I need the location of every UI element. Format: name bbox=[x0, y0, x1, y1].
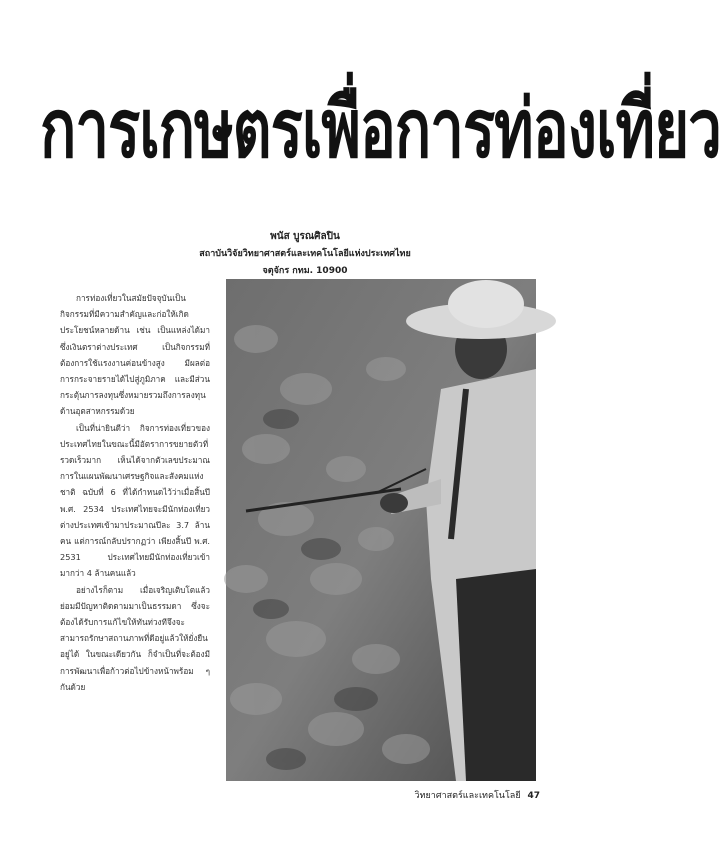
body-paragraph-3: อย่างไรก็ตาม เมื่อเจริญเติบโตแล้ว ย่อมมีปัญหาติดตามมาเป็นธรรมดา ซึ่งจะต้องได้รับการแก้ไขให้ทันท่วงทีจึงจะสามารถรักษาสถานภาพที่ดีอยู่แล้วให้ยั่งยืนอยู่ได้ ในขณะเดียวกัน ก็จำเป็นที่จะต้องมีการพัฒนาเพื่อก้าวต่อไปข้างหน้าพร้อม ๆ กันด้วย bbox=[60, 584, 210, 692]
author-name: พนัส บูรณศิลปิน bbox=[270, 231, 340, 242]
journal-name: วิทยาศาสตร์และเทคโนโลยี bbox=[414, 791, 521, 801]
page-footer bbox=[300, 788, 540, 802]
article-title: การเกษตรเพื่อการท่องเที่ยว bbox=[40, 82, 721, 177]
photo-illustration bbox=[226, 279, 536, 781]
author-address: จตุจักร กทม. 10900 bbox=[262, 266, 348, 276]
author-institute: สถาบันวิจัยวิทยาศาสตร์และเทคโนโลยีแห่งประเทศไทย bbox=[199, 249, 411, 259]
page-number: 47 bbox=[527, 791, 540, 801]
farmer-spraying-crops-photo bbox=[226, 279, 536, 781]
farmer-hand bbox=[380, 493, 408, 513]
body-paragraph-1: การท่องเที่ยวในสมัยปัจจุบันเป็นกิจกรรมที่มีความสำคัญและก่อให้เกิดประโยชน์หลายด้าน เช่น เป็นแหล่งได้มาซึ่งเงินตราต่างประเทศ เป็นกิจกรรมที่ต้องการใช้แรงงานค่อนข้างสูง มีผลต่อการกระจายรายได้ไปสู่ภูมิภาค และมีส่วนกระตุ้นการลงทุนซึ่งหมายรวมถึงการลงทุนด้านอุตสาหกรรมด้วย bbox=[60, 293, 210, 417]
body-text-column bbox=[60, 290, 210, 695]
body-paragraph-2: เป็นที่น่ายินดีว่า กิจการท่องเที่ยวของประเทศไทยในขณะนี้มีอัตราการขยายตัวที่รวดเร็วมาก เห็นได้จากตัวเลขประมาณการในแผนพัฒนาเศรษฐกิจและสังคมแห่งชาติ ฉบับที่ 6 ที่ได้กำหนดไว้ว่าเมื่อสิ้นปี พ.ศ. 2534 ประเทศไทยจะมีนักท่องเที่ยวต่างประเทศเข้ามาประมาณปีละ 3.7 ล้านคน แต่การณ์กลับปรากฏว่า เพียงสิ้นปี พ.ศ. 2531 ประเทศไทยมีนักท่องเที่ยวเข้ามากว่า 4 ล้านคนแล้ว bbox=[60, 422, 210, 579]
farmer-trousers bbox=[456, 569, 536, 781]
straw-hat-crown bbox=[448, 280, 524, 328]
